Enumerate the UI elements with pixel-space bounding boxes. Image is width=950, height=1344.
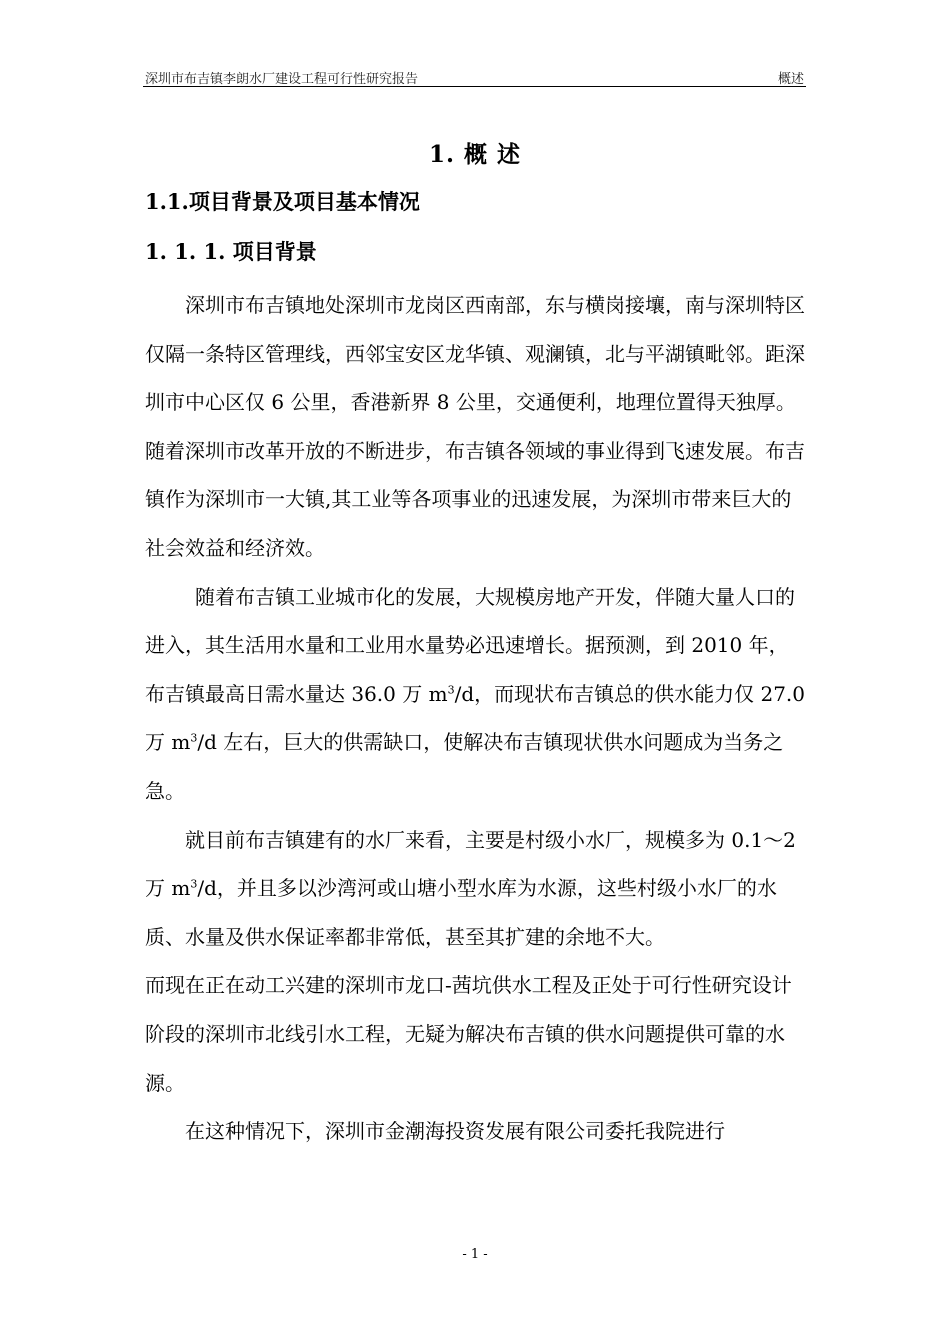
- section-heading: 1.1.项目背景及项目基本情况: [145, 189, 420, 214]
- subsection-heading: 1. 1. 1. 项目背景: [145, 239, 317, 264]
- chapter-title: 1. 概 述: [428, 141, 522, 168]
- paragraph-4: 而现在正在动工兴建的深圳市龙口-茜坑供水工程及正处于可行性研究设计阶段的深圳市北线引水工程，无疑为解决布吉镇的供水问题提供可靠的水源。: [145, 973, 792, 1095]
- header-section-name: 概述: [777, 72, 804, 87]
- superscript-3: 3: [190, 731, 198, 745]
- paragraph-2-part-1: 随着布吉镇工业城市化的发展，大规模房地产开发，伴随大量人口的进入，其生活用水量和工业用水量势必迅速增长。据预测，到 2010 年，布吉镇最高日需水量达 36.0 万 m: [145, 584, 795, 706]
- paragraph-2-part-2: /d，而现状布吉镇总的供水能力仅 27.0 万 m: [145, 681, 806, 755]
- paragraph-3: [145, 816, 805, 962]
- page-number: - 1 -: [462, 1247, 488, 1262]
- paragraph-3-part-2: /d，并且多以沙湾河或山塘小型水库为水源，这些村级小水厂的水质、水量及供水保证率都非常低，甚至其扩建的余地不大。: [145, 876, 777, 949]
- paragraph-3-part-1: 就目前布吉镇建有的水厂来看，主要是村级小水厂，规模多为 0.1～2 万 m: [145, 827, 796, 901]
- header-document-title: 深圳市布吉镇李朗水厂建设工程可行性研究报告: [145, 72, 419, 87]
- paragraph-1: 深圳市布吉镇地处深圳市龙岗区西南部，东与横岗接壤，南与深圳特区仅隔一条特区管理线，西邻宝安区龙华镇、观澜镇，北与平湖镇毗邻。距深圳市中心区仅 6 公里，香港新界 8 公里，交通便利，地理位置得天独厚。随着深圳市改革开放的不断进步，布吉镇各领域的事业得到飞速发展。布吉镇作为深圳市一大镇,其工业等各项事业的迅速发展，为深圳市带来巨大的社会效益和经济效。: [145, 293, 805, 560]
- paragraph-5: 在这种情况下，深圳市金潮海投资发展有限公司委托我院进行: [185, 1119, 725, 1144]
- superscript-3: 3: [190, 877, 198, 891]
- page-header: [143, 66, 806, 87]
- superscript-3: 3: [447, 683, 455, 697]
- paragraph-2: [145, 573, 805, 816]
- paragraph-2-part-3: /d 左右，巨大的供需缺口，使解决布吉镇现状供水问题成为当务之急。: [145, 730, 784, 803]
- body-text: [145, 281, 805, 1156]
